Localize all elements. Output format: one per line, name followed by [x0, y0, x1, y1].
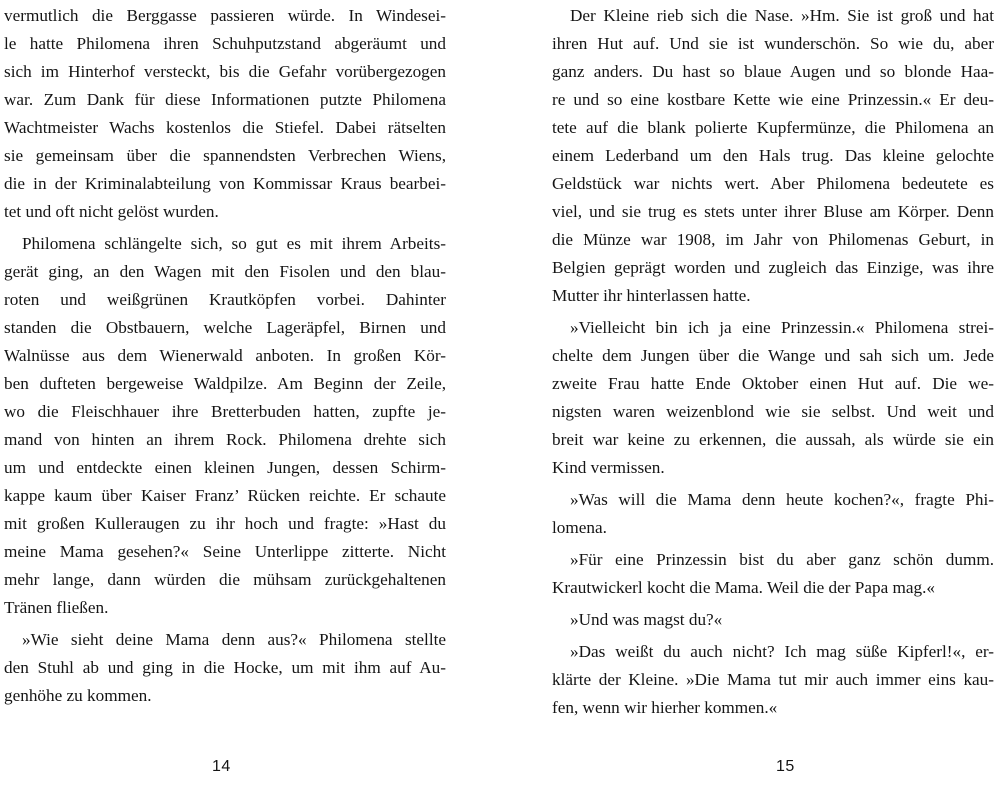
text-line: um und entdeckte einen kleinen Jungen, dessen Schirm-	[4, 458, 446, 477]
text-line: viel, und sie trug es stets unter ihrer Bluse am Körper. Denn	[552, 202, 994, 221]
text-line: Walnüsse aus dem Wienerwald anboten. In großen Kör-	[4, 346, 446, 365]
text-line: mand von hinten an ihrem Rock. Philomena drehte sich	[4, 430, 446, 449]
text-line: Philomena schlängelte sich, so gut es mit ihrem Arbeits-	[22, 234, 446, 253]
text-line: vermutlich die Berggasse passieren würde. In Windesei-	[4, 6, 446, 25]
text-line: »Was will die Mama denn heute kochen?«, fragte Phi-	[570, 490, 994, 509]
page-number-right: 15	[776, 758, 795, 775]
text-line: Belgien geprägt worden und zugleich das Einzige, was ihre	[552, 258, 994, 277]
text-line: Geldstück war nichts wert. Aber Philomena bedeutete es	[552, 174, 994, 193]
page-number-left: 14	[212, 758, 231, 775]
text-line: chelte dem Jungen über die Wange und sah sich um. Jede	[552, 346, 994, 365]
text-line: »Für eine Prinzessin bist du aber ganz schön dumm.	[570, 550, 994, 569]
text-line: zweite Frau hatte Ende Oktober einen Hut auf. Die we-	[552, 374, 994, 393]
text-line: ihren Hut auf. Und sie ist wunderschön. So wie du, aber	[552, 34, 994, 53]
text-line: Kind vermissen.	[552, 458, 665, 477]
text-line: breit war keine zu erkennen, die aussah, als würde sie ein	[552, 430, 994, 449]
text-line: roten und weißgrünen Krautköpfen vorbei. Dahinter	[4, 290, 446, 309]
text-line: meine Mama gesehen?« Seine Unterlippe zitterte. Nicht	[4, 542, 446, 561]
text-line: standen die Obstbauern, welche Lageräpfel, Birnen und	[4, 318, 446, 337]
text-line: fen, wenn wir hierher kommen.«	[552, 698, 778, 717]
text-line: ben dufteten bergeweise Waldpilze. Am Beginn der Zeile,	[4, 374, 446, 393]
text-line: Tränen fließen.	[4, 598, 109, 617]
text-line: wo die Fleischhauer ihre Bretterbuden hatten, zupfte je-	[4, 402, 446, 421]
text-line: einem Lederband um den Hals trug. Das kleine gelochte	[552, 146, 994, 165]
text-line: den Stuhl ab und ging in die Hocke, um mit ihm auf Au-	[4, 658, 446, 677]
text-line: kappe kaum über Kaiser Franz’ Rücken reichte. Er schaute	[4, 486, 446, 505]
text-line: re und so eine kostbare Kette wie eine Prinzessin.« Er deu-	[552, 90, 994, 109]
text-line: »Und was magst du?«	[570, 610, 723, 629]
text-line: »Vielleicht bin ich ja eine Prinzessin.« Philomena strei-	[570, 318, 994, 337]
text-line: tet und oft nicht gelöst wurden.	[4, 202, 219, 221]
text-line: tete auf die blank polierte Kupfermünze, die Philomena an	[552, 118, 994, 137]
text-line: sie gemeinsam über die spannendsten Verbrechen Wiens,	[4, 146, 446, 165]
text-line: Mutter ihr hinterlassen hatte.	[552, 286, 751, 305]
text-line: die Münze war 1908, im Jahr von Philomenas Geburt, in	[552, 230, 994, 249]
text-line: sich im Hinterhof versteckt, bis die Gefahr vorübergezogen	[4, 62, 446, 81]
text-line: lomena.	[552, 518, 607, 537]
text-line: war. Zum Dank für diese Informationen putzte Philomena	[4, 90, 446, 109]
text-line: le hatte Philomena ihren Schuhputzstand abgeräumt und	[4, 34, 446, 53]
text-line: nigsten waren weizenblond wie sie selbst. Und weit und	[552, 402, 994, 421]
text-line: mit großen Kulleraugen zu ihr hoch und fragte: »Hast du	[4, 514, 446, 533]
text-line: ganz anders. Du hast so blaue Augen und so blonde Haa-	[552, 62, 994, 81]
text-line: »Das weißt du auch nicht? Ich mag süße Kipferl!«, er-	[570, 642, 994, 661]
text-line: klärte der Kleine. »Die Mama tut mir auch immer eins kau-	[552, 670, 994, 689]
text-line: genhöhe zu kommen.	[4, 686, 152, 705]
text-line: Der Kleine rieb sich die Nase. »Hm. Sie ist groß und hat	[570, 6, 994, 25]
text-line: Wachtmeister Wachs kostenlos die Stiefel. Dabei rätselten	[4, 118, 446, 137]
text-line: »Wie sieht deine Mama denn aus?« Philomena stellte	[22, 630, 446, 649]
text-line: mehr lange, dann würden die mühsam zurückgehaltenen	[4, 570, 446, 589]
text-line: gerät ging, an den Wagen mit den Fisolen und den blau-	[4, 262, 446, 281]
text-line: die in der Kriminalabteilung von Kommissar Kraus bearbei-	[4, 174, 446, 193]
text-line: Krautwickerl kocht die Mama. Weil die der Papa mag.«	[552, 578, 935, 597]
